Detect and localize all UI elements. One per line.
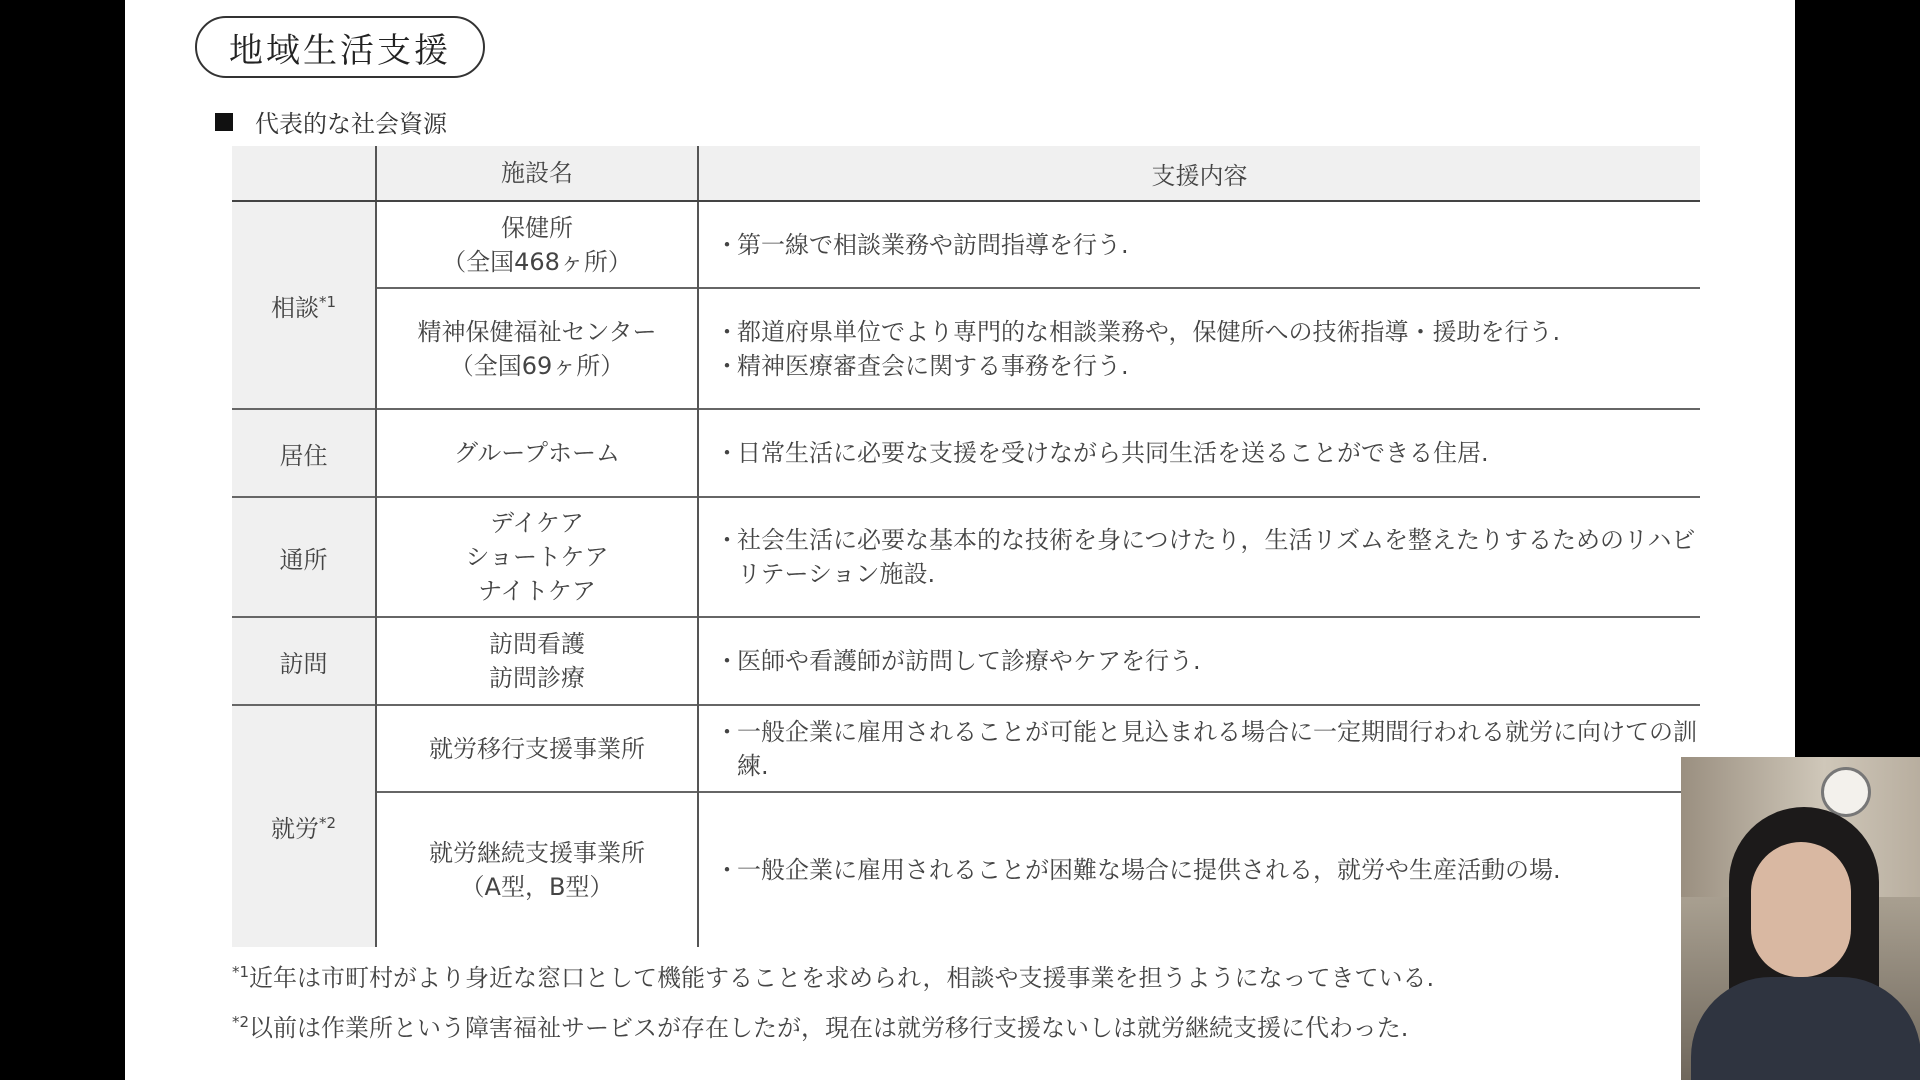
facility-cell (376, 792, 698, 947)
category-label: 居住 (279, 441, 328, 470)
facility-cell (376, 617, 698, 705)
category-cell (232, 201, 376, 409)
support-item: ・ 社会生活に必要な基本的な技術を身につけたり，生活リズムを整えたりするためのリハビリテーション施設. (715, 526, 1696, 588)
facility-cell (376, 409, 698, 497)
support-cell (698, 288, 1700, 409)
category-cell (232, 497, 376, 617)
facility-cell (376, 705, 698, 792)
slide (125, 0, 1795, 1080)
category-cell (232, 409, 376, 497)
webcam-video-feed (1681, 757, 1920, 1080)
header-category (232, 146, 376, 201)
footnote-2: $^{*2}$以前は作業所という障害福祉サービスが存在したが，現在は就労移行支援ないしは就労継続支援に代わった. (232, 1013, 1409, 1042)
table-row (232, 705, 1700, 792)
support-item: ・ 都道府県単位でより専門的な相談業務や，保健所への技術指導・援助を行う. (715, 317, 1561, 346)
table-header-row (232, 146, 1700, 201)
facility-name: 保健所 (501, 213, 573, 242)
support-cell (698, 792, 1700, 947)
presenter-face (1751, 842, 1851, 977)
table-row (232, 497, 1700, 617)
facility-name: 訪問看護 (489, 630, 585, 658)
facility-name: デイケア (490, 509, 584, 537)
facility-cell (376, 497, 698, 617)
category-cell (232, 617, 376, 705)
footnote-1: $^{*1}$近年は市町村がより身近な窓口として機能することを求められ，相談や支援事業を担うようになってきている. (232, 963, 1435, 992)
facility-type: （A型，B型） (460, 873, 614, 901)
support-cell (698, 705, 1700, 792)
facility-name: ナイトケア (478, 577, 596, 605)
social-resources-table (232, 146, 1700, 947)
facility-count: （全国468ヶ所） (442, 247, 632, 276)
support-cell (698, 409, 1700, 497)
header-support: 支援内容 (698, 146, 1700, 201)
table-row (232, 409, 1700, 497)
facility-count: （全国69ヶ所） (449, 351, 625, 380)
facility-name: グループホーム (453, 439, 621, 467)
presenter-body (1691, 977, 1920, 1080)
slide-title: 地域生活支援 (195, 16, 485, 78)
section-heading (215, 104, 447, 139)
support-item: ・ 一般企業に雇用されることが可能と見込まれる場合に一定期間行われる就労に向けての訓練. (715, 717, 1697, 780)
facility-name: ショートケア (465, 543, 609, 571)
facility-cell (376, 201, 698, 288)
support-item: ・ 第一線で相談業務や訪問指導を行う. (715, 230, 1129, 259)
wall-clock-icon (1821, 767, 1871, 817)
category-label: 訪問 (279, 649, 328, 678)
footnote-mark: *2 (318, 814, 337, 832)
facility-name: 精神保健福祉センター (417, 317, 657, 346)
category-label: 相談 (270, 293, 319, 322)
category-cell (232, 705, 376, 947)
support-cell (698, 201, 1700, 288)
facility-name: 就労移行支援事業所 (429, 734, 645, 763)
category-label: 通所 (279, 545, 328, 574)
table-row (232, 288, 1700, 409)
footnotes (232, 950, 1434, 1050)
table-row (232, 617, 1700, 705)
support-item: ・ 精神医療審査会に関する事務を行う. (715, 351, 1129, 380)
header-facility: 施設名 (376, 146, 698, 201)
support-cell (698, 497, 1700, 617)
support-cell (698, 617, 1700, 705)
footnote-mark: *1 (318, 292, 337, 311)
category-label: 就労 (270, 815, 319, 843)
support-item: ・ 一般企業に雇用されることが困難な場合に提供される，就労や生産活動の場. (715, 856, 1561, 884)
table-row (232, 201, 1700, 288)
support-item: ・ 日常生活に必要な支援を受けながら共同生活を送ることができる住居. (715, 439, 1489, 467)
table-row (232, 792, 1700, 947)
section-heading-text: 代表的な社会資源 (255, 110, 447, 138)
square-bullet-icon (215, 113, 233, 131)
facility-cell (376, 288, 698, 409)
facility-name: 就労継続支援事業所 (429, 839, 645, 867)
facility-name: 訪問診療 (489, 664, 585, 692)
support-item: ・ 医師や看護師が訪問して診療やケアを行う. (715, 647, 1201, 675)
